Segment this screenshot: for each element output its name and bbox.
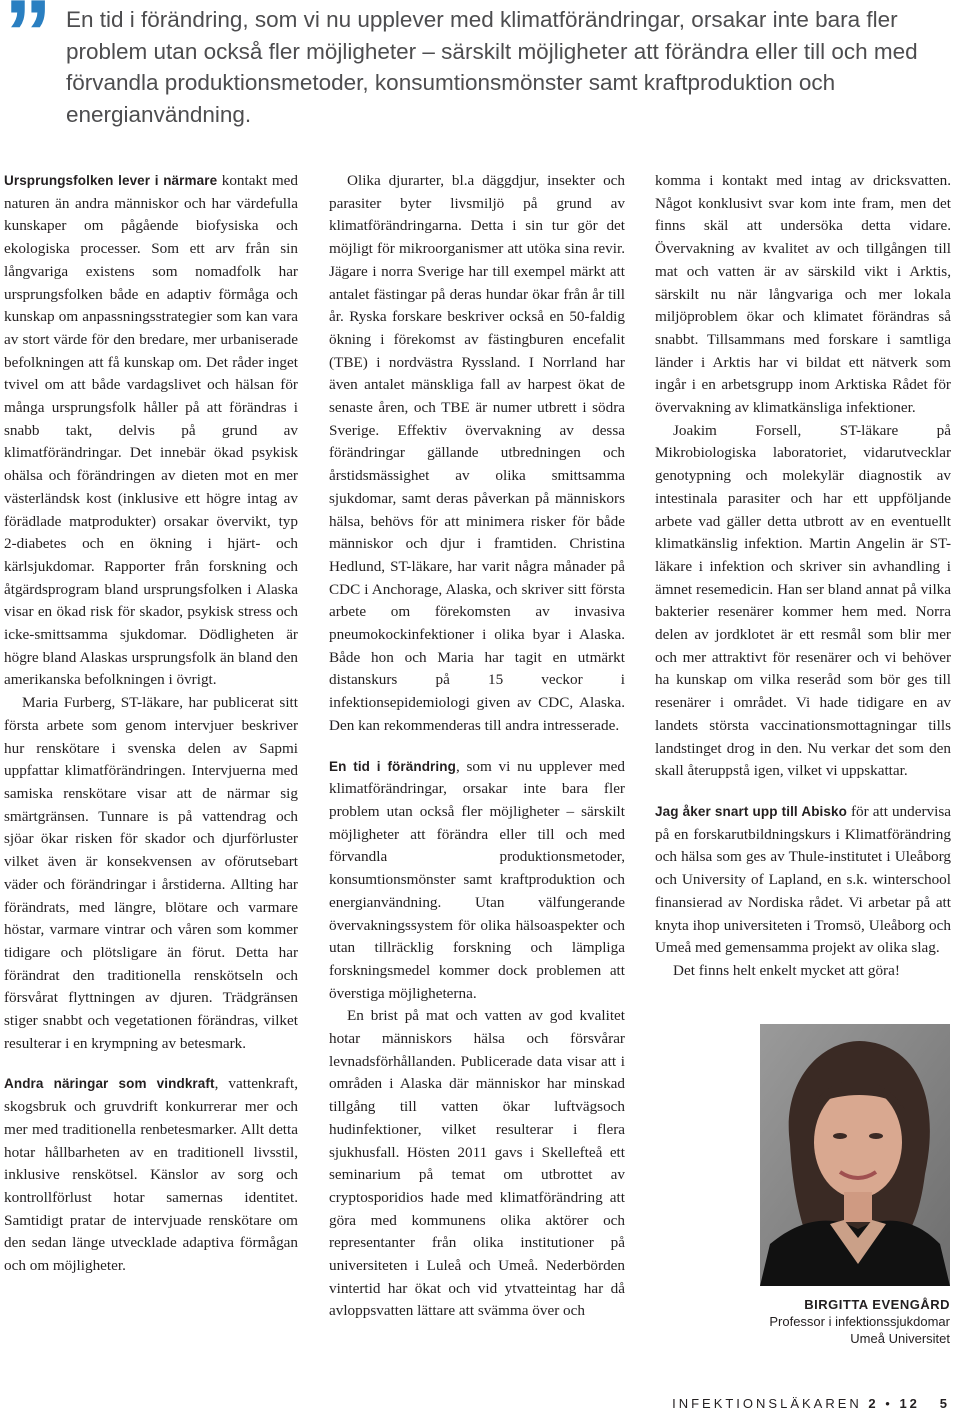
issue-year: 12: [899, 1396, 920, 1411]
paragraph: [655, 801, 951, 960]
paragraph: Olika djurarter, bl.a däggdjur, insekter och parasiter byter livsmiljö på grund av klimatförändringarna. Detta i sin tur gör det möjligt för mikroorganismer att utöka sina revir. Jägare i norra Sverige har till exempel märkt att antalet fästingar på deras hundar ökar från år till år. Ryska forskare beskriver också en 50-faldig ökning i förekomst av fästingburen encefalit (TBE) i nordvästra Ryssland. I Norrland har även antalet mänskliga fall av harpest ökat de senaste åren, och TBE är numer utbrett i södra Sverige. Effektiv övervakning av dessa förändringar gällande utbredningen och årstidsmässighet av olika smittsamma sjukdomar, samt deras påverkan på människors hälsa, behövs för att minimera risker för både människor och djur i framtiden. Christina Hedlund, ST-läkare, har varit några månader på CDC i Anchorage, Alaska, och skriver sitt första arbete om förekomsten av invasiva pneumokockinfektioner i olika byar i Alaska. Både hon och Maria har tagit en utmärkt distanskurs på 15 veckor i infektionsepidemiologi given av CDC, Alaska. Den kan rekommenderas till andra intresserade.: [329, 172, 625, 734]
paragraph-text: , vattenkraft, skogsbruk och gruvdrift konkurrerar mer och mer med traditionella renbetesmarker. Allt detta hotar hållbarheten av en traditionell livsstil, inklusive renskötsel. Känslor av sorg och kontrollförlust hotar samernas identitet. Samtidigt pratar de intervjuade renskötare om den sedan länge utvecklade adaptiva förmågan och om möjligheter.: [4, 1075, 298, 1275]
paragraph: [329, 756, 625, 1006]
lead-in: Jag åker snart upp till Abisko: [655, 803, 847, 819]
paragraph: Maria Furberg, ST-läkare, har publicerat sitt första arbete som genom intervjuer beskriver hur renskötare i svenska delen av Sapmi uppfattar klimatförändringen. Intervjuerna med samiska renskötare visar att de närmar sig smärtgränsen. Tunnare is på vattendrag och sjöar ökar risken för skador och djurförluster vilket även är konsekvensen av oförutsebart väder och förändringar i årstiderna. Allting har förändrats, med längre, blötare och varmare höstar, varmare vintrar och våren som kommer tidigare och plötsligare än förut. Detta har förändrat den traditionella renskötseln och försvårat flyttningen av djuren. Trädgränsen stiger snabbt och vegetationen förändras, vilket resulterar i en krympning av betesmark.: [4, 694, 298, 1052]
page-footer: [672, 1396, 950, 1411]
author-portrait-image: [760, 1024, 950, 1286]
magazine-name: INFEKTIONSLÄKAREN: [672, 1396, 862, 1411]
paragraph-text: , som vi nu upplever med klimatförändringar, orsakar inte bara fler problem utan också fler möjligheter – särskilt möjligheter att förändra eller till och med förvandla produktionsmetoder, konsumtionsmönster samt kraftproduktion och energianvändning. Utan välfungerande övervakningssystem för olika hälsoaspekter och utan tillräcklig forskning och lämpliga forskningsmedel kommer dock problemen att överstiga möjligheterna.: [329, 757, 626, 1002]
article-column-2: [329, 170, 625, 1323]
lead-in: Ursprungsfolken lever i närmare: [4, 173, 218, 188]
paragraph-text: kontakt med naturen än andra människor och har värdefulla kunskaper om pågående biofysiska och ekologiska processer. Som ett arv från sin långvariga existens som nomadfolk har ursprungsfolken både en adaptiv förmåga och kunskap om anpassningsstrategier som kan vara av stort värde för den bredare, mer urbaniserade befolkningen att få kunskap om. Det råder inget tvivel om att både vardagslivet och hälsan för många ursprungsfolk håller på att förändras i snabb takt, delvis på grund av klimatförändringar. Det innebär ökad psykisk ohälsa och förändringen av dieten mot en mer västerländsk kost (inklusive ett högre intag av förädlade matprodukter) orsakar övervikt, typ 2-diabetes och en ökning i hjärt- och kärlsjukdomar. Rapporter från forskning och åtgärdsprogram bland ursprungsfolken i Alaska visar en ökad risk för skador, psykisk stress och icke-smittsamma sjukdomar. Dödligheten är högre bland Alaskas ursprungsfolk än bland den amerikanska befolkningen i övrigt.: [4, 172, 298, 689]
page-number: 5: [939, 1396, 950, 1411]
article-column-1: [4, 170, 298, 1278]
article-column-3: [655, 170, 951, 983]
lead-in: En tid i förändring: [329, 758, 456, 774]
paragraph: Joakim Forsell, ST-läkare på Mikrobiologiska laboratoriet, vidarutvecklar genotypning och molekylär diagnostik av intestinala parasiter och har ett uppföljande arbete vad gäller detta utbrott av en eventuellt klimatkänslig infektion. Martin Angelin är ST-läkare i infektion och skriver sin avhandling i ämnet resemedicin. Han ser bland annat på vilka bakterier resenärer kommer hem med. Norra delen av jordklotet är ett resmål som blir mer och mer attraktivt för resenärer och vi behöver ha kunskap om vilka reseråd som bör ges till resenärer i området. Vi hade tidigare en av landets största vaccinationsmottagningar tills landstinget drog in den. Nu verkar det som den skall återuppstå igen, vilket vi uppskattar.: [655, 421, 951, 780]
quote-mark-icon: ”: [4, 0, 52, 87]
author-photo: [760, 1024, 950, 1286]
paragraph: [4, 1073, 298, 1277]
pull-quote: En tid i förändring, som vi nu upplever med klimatförändringar, orsakar inte bara fler problem utan också fler möjligheter – särskilt möjligheter att förändra eller till och med förvandla produktionsmetoder, konsumtionsmönster samt kraftproduktion och energianvändning.: [66, 7, 918, 127]
paragraph: Det finns helt enkelt mycket att göra!: [673, 961, 900, 979]
paragraph: En brist på mat och vatten av god kvalitet hotar människors hälsa och försvårar levnadsförhållanden. Publicerade data visar att i områden i Alaska där människor har minskad tillgång till vatten ökar luftvägsoch hudinfektioner, vilket resulterar i flera sjukhusfall. Hösten 2011 gavs i Skellefteå ett seminarium på temat om utbrottet av cryptosporidios hade med klimatförändring att göra med kommunens olika aktörer och representanter från olika institutioner på universiteten i Luleå och Umeå. Nederbörden vintertid har ökat och vid ytvatteintag har då avloppsvatten lättare att svämma över och: [329, 1007, 625, 1320]
lead-in: Andra näringar som vindkraft: [4, 1076, 215, 1092]
author-affiliation: Umeå Universitet: [850, 1331, 950, 1346]
photo-caption: [690, 1296, 950, 1347]
author-name: BIRGITTA EVENGÅRD: [804, 1297, 950, 1312]
author-title: Professor i infektionssjukdomar: [769, 1314, 950, 1329]
paragraph: [4, 170, 298, 692]
paragraph: komma i kontakt med intag av dricksvatten. Något konklusivt svar kom inte fram, men det finns skäl att undersöka detta vidare. Övervakning av kvalitet av och tillgången till mat och vatten är av särskild vikt i Arktis, särskilt nu när långvariga och mer lokala miljöproblem ökar och klimatet förändras så snabbt. Tillsammans med forskare i samtliga länder i Arktis har vi bildat ett nätverk som ingår i en arbetsgrupp inom Arktiska Rådet för övervakning av klimatkänsliga infektioner.: [655, 172, 951, 417]
separator-dot: •: [885, 1396, 893, 1411]
issue-number: 2: [868, 1396, 879, 1411]
paragraph-text: för att undervisa på en forskarutbildningskurs i Klimatförändring och hälsa som ges av Thule-institutet i Uleåborg och University of Lapland, en s.k. winterschool finansierad av Nordiska rådet. Vi arbetar på att knyta ihop universiteten i Tromsö, Uleåborg och Umeå med gemensamma projekt av olika slag.: [655, 802, 951, 957]
